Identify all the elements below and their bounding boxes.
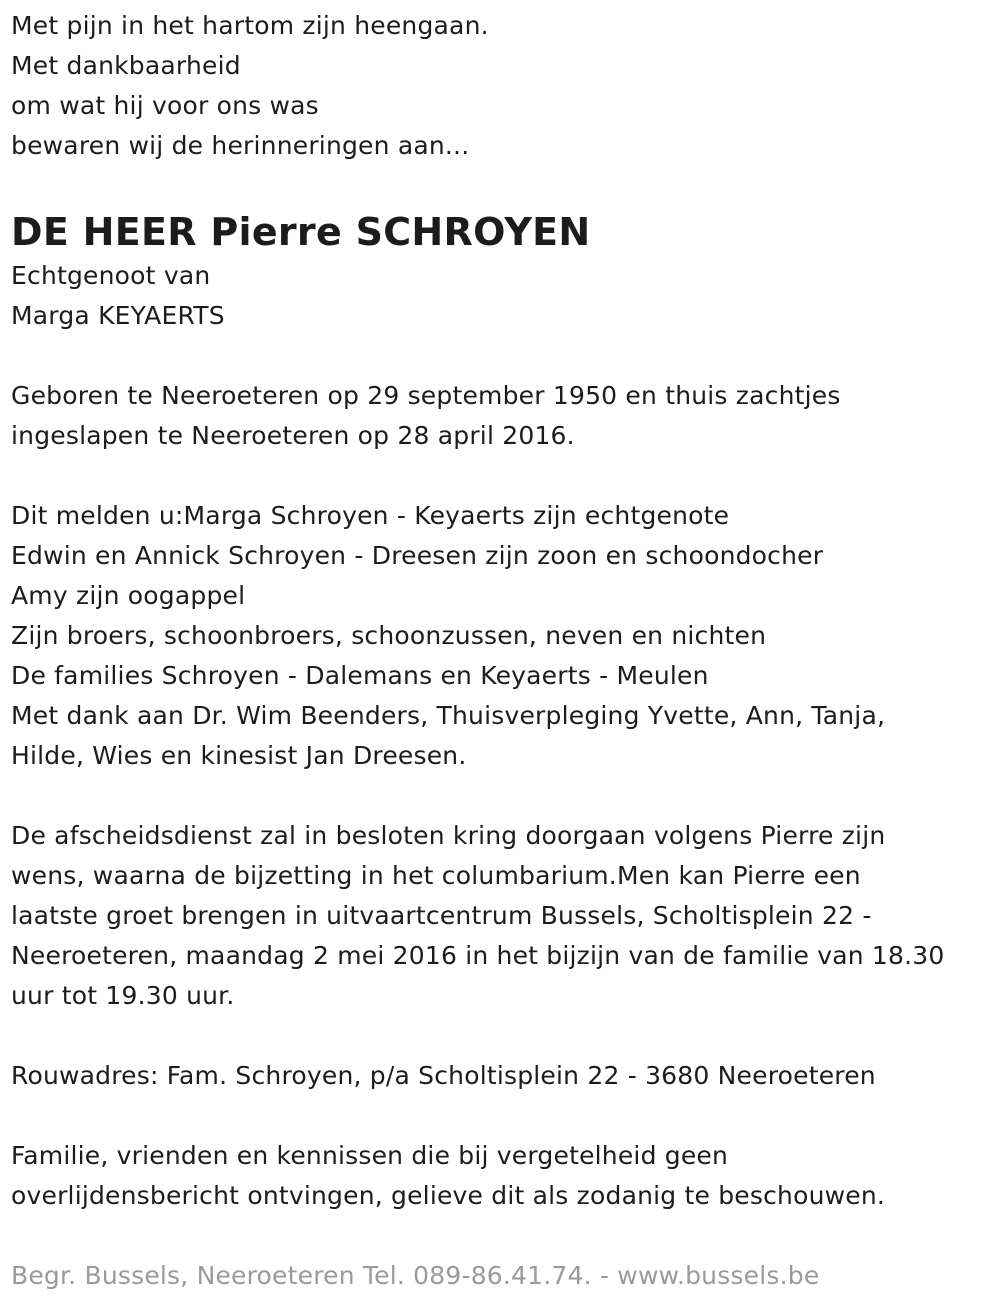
- ceremony-line: laatste groet brengen in uitvaartcentrum Bussels, Scholtisplein 22 -: [11, 901, 872, 930]
- birth-death-paragraph: [11, 376, 986, 456]
- family-line: Edwin en Annick Schroyen - Dreesen zijn zoon en schoondocher: [11, 541, 824, 570]
- family-line: De families Schroyen - Dalemans en Keyaerts - Meulen: [11, 661, 709, 690]
- family-line: Met dank aan Dr. Wim Beenders, Thuisverpleging Yvette, Ann, Tanja,: [11, 701, 886, 730]
- poem-line: Met pijn in het hartom zijn heengaan.: [11, 11, 489, 40]
- family-line: Hilde, Wies en kinesist Jan Dreesen.: [11, 741, 467, 770]
- birth-death-line: ingeslapen te Neeroeteren op 28 april 2016.: [11, 421, 575, 450]
- spouse-line: Marga KEYAERTS: [11, 301, 225, 330]
- spouse-info: [11, 256, 986, 336]
- funeral-home-footer: Begr. Bussels, Neeroeteren Tel. 089-86.41.74. - www.bussels.be: [11, 1261, 820, 1290]
- family-paragraph: [11, 496, 986, 776]
- ceremony-line: Neeroeteren, maandag 2 mei 2016 in het bijzijn van de familie van 18.30: [11, 941, 945, 970]
- birth-death-line: Geboren te Neeroeteren op 29 september 1950 en thuis zachtjes: [11, 381, 841, 410]
- ceremony-paragraph: [11, 816, 986, 1016]
- ceremony-line: wens, waarna de bijzetting in het columbarium.Men kan Pierre een: [11, 861, 861, 890]
- obituary-document: [11, 6, 986, 1296]
- spouse-line: Echtgenoot van: [11, 261, 211, 290]
- address-paragraph: [11, 1056, 986, 1096]
- poem-line: Met dankbaarheid: [11, 51, 241, 80]
- ceremony-line: De afscheidsdienst zal in besloten kring doorgaan volgens Pierre zijn: [11, 821, 886, 850]
- address-line: Rouwadres: Fam. Schroyen, p/a Scholtisplein 22 - 3680 Neeroeteren: [11, 1061, 876, 1090]
- family-line: Dit melden u:Marga Schroyen - Keyaerts zijn echtgenote: [11, 501, 730, 530]
- notice-paragraph: [11, 1136, 986, 1216]
- family-line: Zijn broers, schoonbroers, schoonzussen, neven en nichten: [11, 621, 767, 650]
- poem: [11, 6, 986, 166]
- poem-line: bewaren wij de herinneringen aan...: [11, 131, 470, 160]
- poem-line: om wat hij voor ons was: [11, 91, 319, 120]
- notice-line: overlijdensbericht ontvingen, gelieve dit als zodanig te beschouwen.: [11, 1181, 886, 1210]
- notice-line: Familie, vrienden en kennissen die bij vergetelheid geen: [11, 1141, 729, 1170]
- deceased-name: DE HEER Pierre SCHROYEN: [11, 210, 591, 254]
- ceremony-line: uur tot 19.30 uur.: [11, 981, 235, 1010]
- family-line: Amy zijn oogappel: [11, 581, 246, 610]
